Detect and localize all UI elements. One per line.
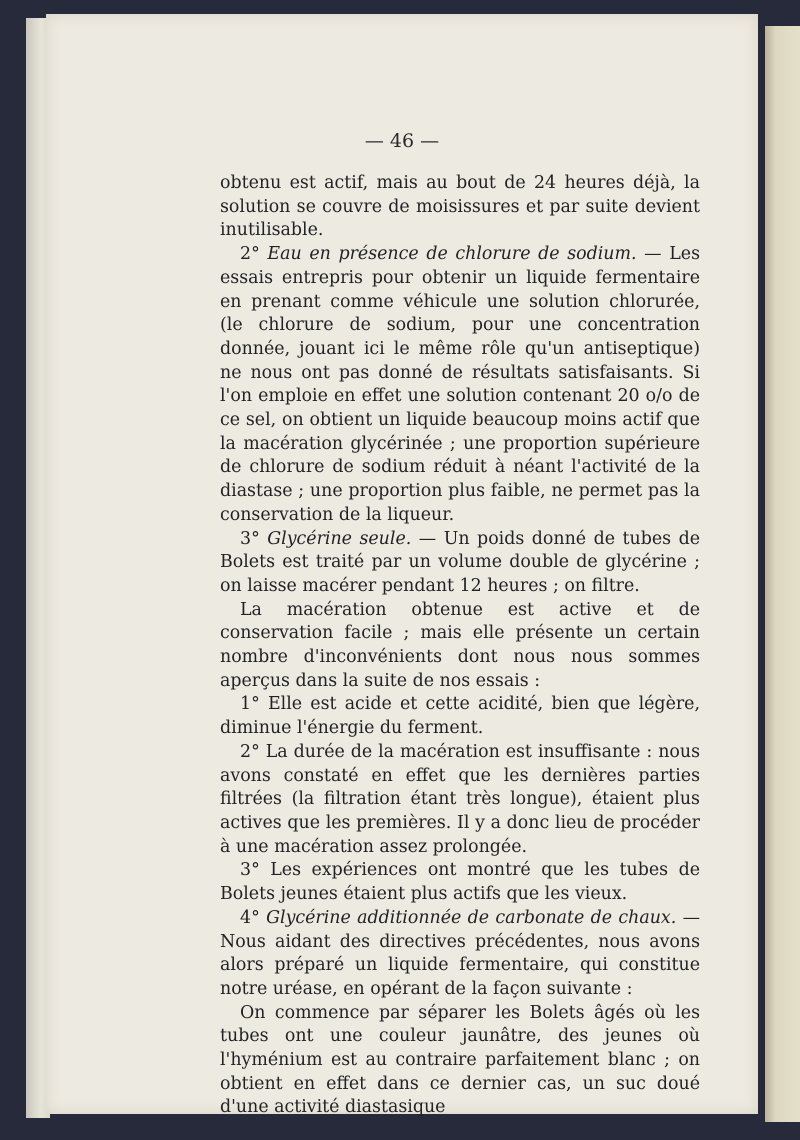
- paragraph-3-heading: Glycérine seule.: [267, 528, 412, 549]
- paragraph-2-text: — Les essais entrepris pour obtenir un liquide fermentaire en prenant comme véhicule une solution chlorurée, (le chlorure de sodium, pour une concentration donnée, jouant ici le même rôle qu'un antiseptique) ne nous ont pas donné de résultats satisfaisants. Si l'on emploie en effet une solution contenant 20 o/o de ce sel, on obtient un liquide beaucoup moins actif que la macération glycérinée ; une proportion supérieure de chlorure de sodium réduit à néant l'activité de la diastase ; une proportion plus faible, ne permet pas la conservation de la liqueur.: [220, 244, 700, 525]
- paragraph-1-text: obtenu est actif, mais au bout de 24 heures déjà, la solution se couvre de moisissures et par suite devient inutilisable.: [220, 173, 700, 241]
- paragraph-7: [220, 859, 700, 906]
- paragraph-6: [220, 741, 700, 860]
- paragraph-6-text: 2° La durée de la macération est insuffisante : nous avons constaté en effet que les dernières parties filtrées (la filtration étant très longue), étaient plus actives que les premières. Il y a donc lieu de procéder à une macération assez prolongée.: [220, 741, 700, 857]
- body-text: [220, 172, 700, 1120]
- paragraph-2-number: 2°: [240, 244, 268, 265]
- paragraph-2: [220, 243, 700, 527]
- paragraph-3: [220, 528, 700, 599]
- paragraph-5: [220, 693, 700, 740]
- adjacent-page-edge: [765, 26, 800, 1122]
- book-page: [46, 14, 758, 1118]
- paragraph-8-number: 4°: [240, 907, 267, 928]
- paragraph-1: [220, 172, 700, 243]
- paragraph-5-text: 1° Elle est acide et cette acidité, bien que légère, diminue l'énergie du ferment.: [220, 694, 700, 739]
- page-number: — 46 —: [364, 130, 440, 152]
- paragraph-9-text: On commence par séparer les Bolets âgés où les tubes ont une couleur jaunâtre, des jeunes où l'hyménium est au contraire parfaitement blanc ; on obtient en effet dans ce dernier cas, un suc doué d'une activité diastasique: [220, 1002, 700, 1118]
- paragraph-2-heading: Eau en présence de chlorure de sodium.: [267, 244, 637, 265]
- paragraph-3-number: 3°: [240, 528, 268, 549]
- paragraph-8: [220, 907, 700, 1002]
- paragraph-4-text: La macération obtenue est active et de conservation facile ; mais elle présente un certain nombre d'inconvénients dont nous nous sommes aperçus dans la suite de nos essais :: [220, 599, 700, 691]
- paragraph-3-text: — Un poids donné de tubes de Bolets est traité par un volume double de glycérine ; on laisse macérer pendant 12 heures ; on filtre.: [220, 528, 700, 596]
- paragraph-4: [220, 599, 700, 694]
- paragraph-7-text: 3° Les expériences ont montré que les tubes de Bolets jeunes étaient plus actifs que les vieux.: [220, 860, 700, 905]
- paragraph-9: [220, 1002, 700, 1121]
- paragraph-8-heading: Glycérine additionnée de carbonate de chaux.: [266, 907, 677, 928]
- paragraph-8-text: — Nous aidant des directives précédentes, nous avons alors préparé un liquide fermentaire, qui constitue notre uréase, en opérant de la façon suivante :: [220, 907, 700, 999]
